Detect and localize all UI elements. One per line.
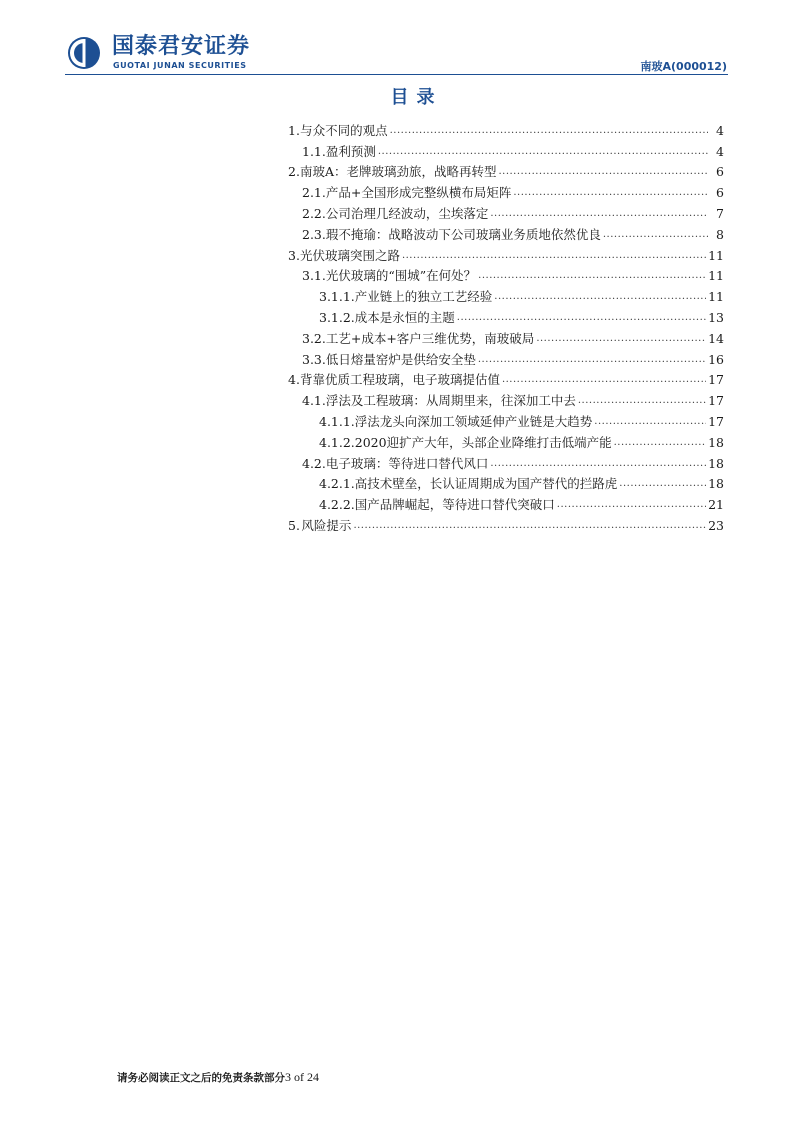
toc-entry-number: 4.: [288, 372, 300, 388]
toc-entry-page: 17: [708, 372, 724, 388]
toc-dot-leader: [378, 144, 708, 160]
toc-entry[interactable]: [288, 347, 724, 368]
toc-entry-title: 国产品牌崛起，等待进口替代突破口: [354, 497, 555, 513]
toc-entry-title: 产业链上的独立工艺经验: [354, 289, 493, 305]
toc-entry-number: 2.: [288, 164, 300, 180]
toc-dot-leader: [502, 372, 706, 388]
toc-entry-page: 4: [716, 143, 724, 159]
stock-tag: 南玻A(000012): [640, 60, 727, 73]
toc-entry-title: 盈利预测: [325, 143, 376, 159]
toc-entry-title: 产品+全国形成完整纵横布局矩阵: [325, 185, 512, 201]
toc-dot-leader: [557, 497, 706, 513]
toc-entry-page: 18: [708, 476, 724, 492]
toc-entry-title: 2020迎扩产大年，头部企业降维打击低端产能: [354, 434, 612, 450]
header-divider: [65, 74, 728, 75]
toc-entry-number: 1.: [288, 122, 300, 138]
page-header: [0, 0, 793, 80]
toc-entry-number: 3.: [288, 247, 300, 263]
toc-entry[interactable]: [288, 430, 724, 451]
toc-entry-number: 3.1.2.: [319, 309, 355, 325]
toc-entry[interactable]: [288, 451, 724, 472]
toc-entry-page: 14: [708, 330, 724, 346]
toc-dot-leader: [614, 435, 707, 451]
toc-entry[interactable]: [288, 222, 724, 243]
toc-entry-page: 16: [708, 351, 724, 367]
toc-entry-page: 11: [708, 289, 724, 305]
toc-entry-page: 13: [708, 309, 724, 325]
toc-entry-number: 4.1.1.: [319, 413, 355, 429]
toc-entry[interactable]: [288, 160, 724, 181]
toc-entry-number: 4.2.: [302, 455, 326, 471]
toc-entry-number: 3.1.: [302, 268, 326, 284]
toc-title: 目录: [390, 87, 443, 108]
company-name-en: GUOTAI JUNAN SECURITIES: [113, 61, 247, 70]
toc-dot-leader: [490, 456, 706, 472]
toc-entry-number: 2.2.: [302, 205, 326, 221]
toc-entry-page: 6: [716, 185, 724, 201]
toc-entry[interactable]: [288, 284, 724, 305]
toc-entry-title: 光伏玻璃的“围城”在何处？: [325, 268, 477, 284]
toc-entry-title: 光伏玻璃突围之路: [299, 247, 400, 263]
toc-entry-number: 2.3.: [302, 226, 326, 242]
toc-entry-page: 18: [708, 434, 724, 450]
toc-entry-page: 7: [716, 205, 724, 221]
toc-entry-title: 瑕不掩瑜：战略波动下公司玻璃业务质地依然优良: [325, 226, 601, 242]
toc-entry-page: 11: [708, 268, 724, 284]
toc-entry-page: 4: [716, 122, 724, 138]
toc-dot-leader: [478, 352, 706, 368]
toc-entry-number: 1.1.: [302, 143, 326, 159]
toc-dot-leader: [494, 289, 706, 305]
toc-dot-leader: [390, 123, 708, 139]
toc-entry-title: 南玻A：老牌玻璃劲旅，战略再转型: [299, 164, 497, 180]
toc-entry-title: 高技术壁垒，长认证周期成为国产替代的拦路虎: [354, 476, 618, 492]
toc-entry-title: 电子玻璃：等待进口替代风口: [325, 455, 489, 471]
toc-entry-title: 背靠优质工程玻璃，电子玻璃提估值: [299, 372, 500, 388]
toc-dot-leader: [457, 310, 706, 326]
toc-entry-page: 17: [708, 393, 724, 409]
toc-entry-number: 4.2.1.: [319, 476, 355, 492]
toc-dot-leader: [619, 476, 706, 492]
toc-dot-leader: [402, 248, 706, 264]
toc-dot-leader: [578, 393, 706, 409]
toc-entry-number: 3.2.: [302, 330, 326, 346]
toc-entry[interactable]: [288, 492, 724, 513]
toc-dot-leader: [603, 227, 708, 243]
toc-entry-number: 3.1.1.: [319, 289, 355, 305]
toc-dot-leader: [478, 268, 706, 284]
toc-dot-leader: [490, 206, 708, 222]
toc-dot-leader: [594, 414, 706, 430]
toc-entry[interactable]: [288, 472, 724, 493]
toc-entry[interactable]: [288, 180, 724, 201]
guotai-junan-logo-icon: [67, 36, 101, 70]
toc-entry-number: 5.: [288, 517, 300, 533]
toc-dot-leader: [498, 164, 708, 180]
footer-disclaimer: 请务必阅读正文之后的免责条款部分: [117, 1072, 285, 1084]
toc-dot-leader: [353, 518, 706, 534]
toc-entry-title: 工艺+成本+客户三维优势，南玻破局: [325, 330, 535, 346]
company-name-cn: 国泰君安证券: [112, 34, 251, 59]
toc-entry[interactable]: [288, 139, 724, 160]
toc-entry[interactable]: [288, 243, 724, 264]
toc-entry-title: 成本是永恒的主题: [354, 309, 455, 325]
toc-entry-page: 23: [708, 517, 724, 533]
toc-entry-page: 21: [708, 497, 724, 513]
toc-entry-page: 17: [708, 413, 724, 429]
toc-entry-number: 3.3.: [302, 351, 326, 367]
toc-entry-number: 4.1.: [302, 393, 326, 409]
toc-entry-title: 公司治理几经波动，尘埃落定: [325, 205, 489, 221]
toc-entry[interactable]: [288, 264, 724, 285]
toc-entry-title: 风险提示: [301, 517, 352, 533]
page-footer: [117, 1070, 319, 1085]
toc-entry-page: 18: [708, 455, 724, 471]
toc-entry-number: 2.1.: [302, 185, 326, 201]
table-of-contents: [288, 118, 724, 534]
toc-entry-title: 浮法龙头向深加工领域延伸产业链是大趋势: [354, 413, 593, 429]
toc-entry[interactable]: [288, 305, 724, 326]
toc-entry[interactable]: [288, 368, 724, 389]
toc-entry-title: 浮法及工程玻璃：从周期里来，往深加工中去: [325, 393, 576, 409]
toc-entry[interactable]: [288, 409, 724, 430]
toc-entry-number: 4.1.2.: [319, 434, 355, 450]
toc-entry[interactable]: [288, 118, 724, 139]
toc-entry-page: 8: [716, 226, 724, 242]
toc-entry-page: 6: [716, 164, 724, 180]
toc-entry[interactable]: [288, 326, 724, 347]
toc-entry-title: 与众不同的观点: [300, 122, 388, 138]
toc-entry[interactable]: [288, 201, 724, 222]
toc-entry-title: 低日熔量窑炉是供给安全垫: [325, 351, 476, 367]
toc-dot-leader: [513, 185, 708, 201]
toc-entry[interactable]: [288, 388, 724, 409]
toc-entry-page: 11: [708, 247, 724, 263]
footer-page-number: 3 of 24: [285, 1070, 319, 1084]
toc-entry[interactable]: [288, 513, 724, 534]
toc-entry-number: 4.2.2.: [319, 497, 355, 513]
toc-dot-leader: [536, 331, 706, 347]
